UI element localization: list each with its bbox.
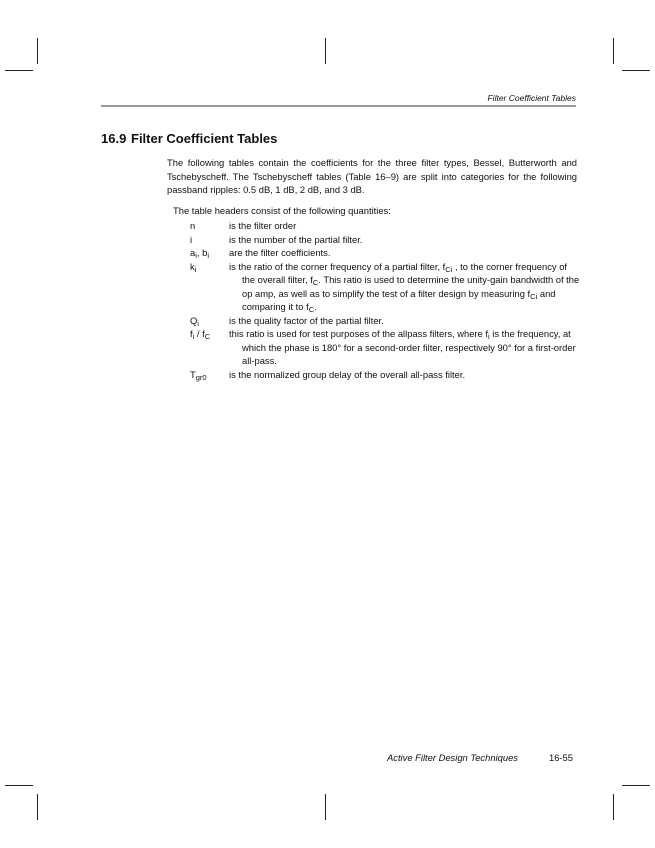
term-n: n (190, 220, 196, 231)
section-number: 16.9 (101, 131, 127, 146)
definition-ab (190, 246, 580, 260)
crop-mark-bottom-right (613, 794, 614, 820)
term-t: $T_{gr0}$ (190, 368, 207, 382)
desc-ab: are the filter coefficients. (229, 247, 331, 258)
intro-paragraph: The following tables contain the coefficients for the three filter types, Bessel, Butterworth and Tschebyscheff. The Tschebyscheff tables (Table 16–9) are split into categories for the following passband ripples: 0.5 dB, 1 dB, 2 dB, and 3 dB. (167, 157, 577, 195)
desc-n: is the filter order (229, 220, 297, 231)
footer-title: Active Filter Design Techniques (387, 752, 518, 763)
definition-t (190, 368, 580, 382)
crop-mark-bottom-left (37, 794, 38, 820)
term-i: i (190, 233, 193, 245)
desc-k: is the ratio of the corner frequency of a partial filter, $f_{Ci}$ , to the corner frequency of the overall filter, $f_C$. This ratio is used to determine the unity-gain bandwidth of the op amp, as well as to simplify the test of a filter design by measuring $f_{Ci}$ and comparing it to $f_C$. (229, 260, 580, 314)
definition-f (190, 327, 580, 368)
crop-mark-top-right-h (622, 70, 650, 71)
header-rule (101, 105, 576, 107)
crop-mark-top-right (613, 38, 614, 64)
crop-mark-bottom-left-h (5, 785, 33, 786)
running-header: Filter Coefficient Tables (487, 93, 576, 103)
desc-q: is the quality factor of the partial filter. (229, 314, 384, 326)
crop-mark-top-left (37, 38, 38, 64)
definition-list (190, 219, 580, 381)
section-title: Filter Coefficient Tables (131, 131, 278, 146)
desc-t: is the normalized group delay of the overall all-pass filter. (229, 368, 466, 380)
definition-k (190, 260, 580, 314)
term-f: $f_i / f_C$ (190, 328, 211, 341)
page-number: 16-55 (549, 752, 573, 763)
desc-i: is the number of the partial filter. (229, 233, 363, 245)
term-k: $k_i$ (190, 260, 197, 274)
headers-lead: The table headers consist of the following quantities: (173, 205, 391, 216)
section-heading (101, 131, 277, 146)
term-q: $Q_i$ (190, 314, 199, 328)
crop-mark-top-center (325, 38, 326, 64)
crop-mark-top-left-h (5, 70, 33, 71)
definition-n (190, 219, 580, 233)
term-ab: $a_i$, $b_i$ (190, 247, 209, 260)
definition-q (190, 314, 580, 328)
crop-mark-bottom-center (325, 794, 326, 820)
desc-f: this ratio is used for test purposes of the allpass filters, where $f_i$ is the frequency, at which the phase is 180° for a second-order filter, respectively 90° for a first-order all-pass. (229, 328, 576, 366)
definition-i (190, 233, 580, 247)
crop-mark-bottom-right-h (622, 785, 650, 786)
